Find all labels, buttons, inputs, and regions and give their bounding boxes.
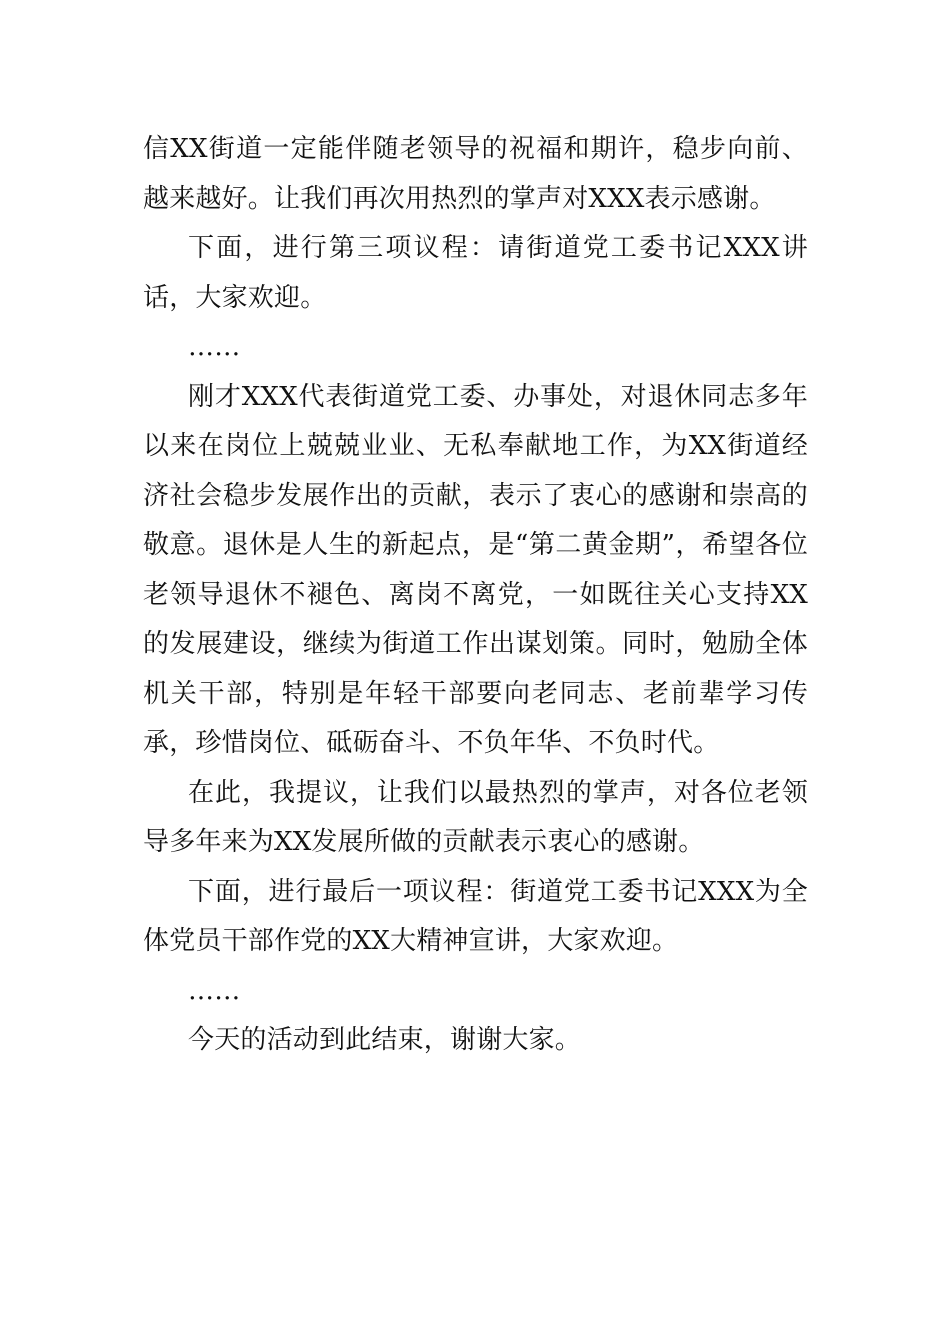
paragraph-final-agenda-item: 下面，进行最后一项议程：街道党工委书记XXX为全体党员干部作党的XX大精神宣讲，大家欢迎。 [143, 876, 808, 956]
paragraph-continuation: 信XX街道一定能伴随老领导的祝福和期许，稳步向前、越来越好。让我们再次用热烈的掌声对XXX表示感谢。 [143, 134, 808, 214]
paragraph-thanks-retirees: 刚才XXX代表街道党工委、办事处，对退休同志多年以来在岗位上兢兢业业、无私奉献地工作，为XX街道经济社会稳步发展作出的贡献，表示了衷心的感谢和崇高的敬意。退休是人生的新起点，是“第二黄金期”，希望各位老领导退休不褪色、离岗不离党，一如既往关心支持XX的发展建设，继续为街道工作出谋划策。同时，勉励全体机关干部，特别是年轻干部要向老同志、老前辈学习传承，珍惜岗位、砥砺奋斗、不负年华、不负时代。 [143, 381, 808, 758]
paragraph-applause-proposal: 在此，我提议，让我们以最热烈的掌声，对各位老领导多年来为XX发展所做的贡献表示衷心的感谢。 [143, 777, 808, 857]
document-body [143, 125, 808, 1066]
paragraph-agenda-item-three: 下面，进行第三项议程：请街道党工委书记XXX讲话，大家欢迎。 [143, 233, 808, 313]
ellipsis-line: …… [188, 975, 241, 1006]
ellipsis-line: …… [188, 332, 241, 362]
paragraph-closing: 今天的活动到此结束，谢谢大家。 [188, 1025, 582, 1055]
